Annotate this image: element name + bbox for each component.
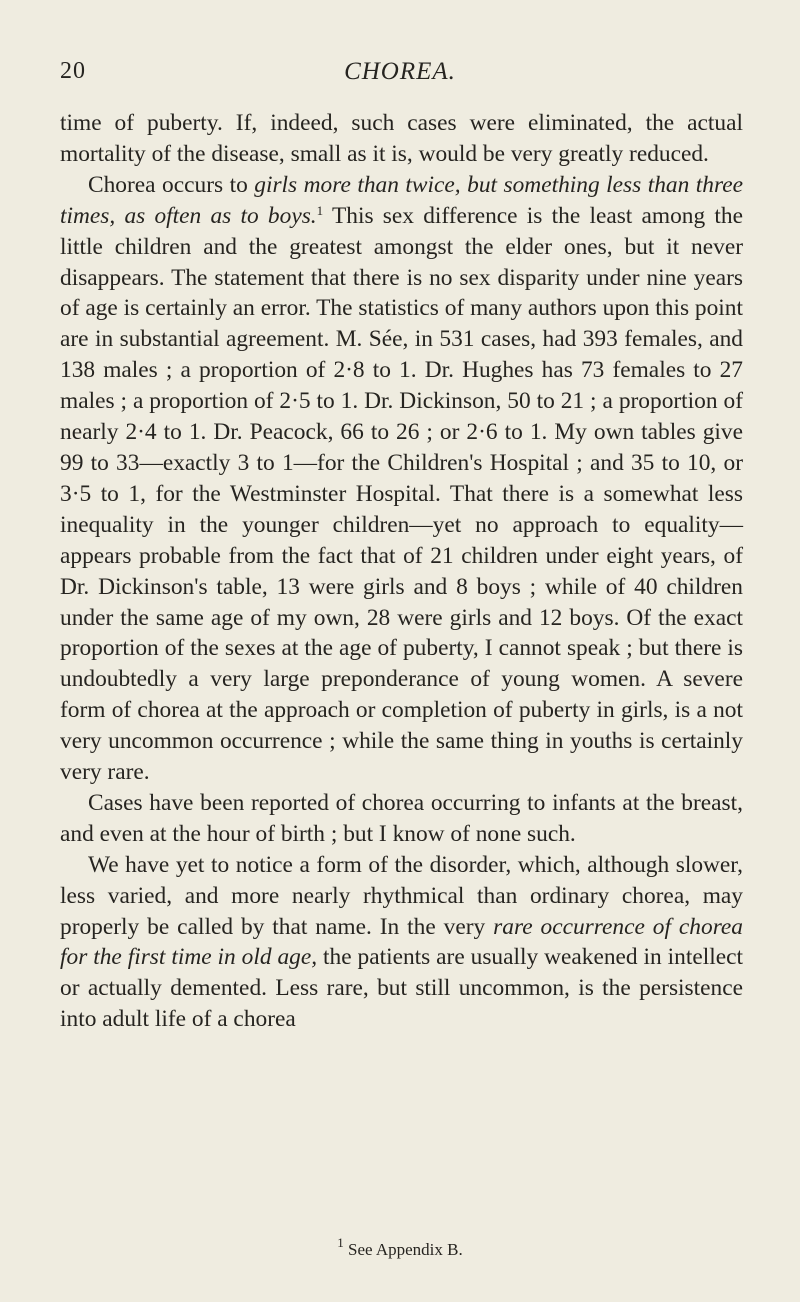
footnote — [0, 1235, 800, 1260]
paragraph — [60, 108, 743, 170]
emphasis-text: rare occurrence of chorea for the first time in old age, — [60, 913, 744, 971]
page-number: 20 — [60, 58, 86, 84]
emphasis-text: girls more than twice, but something less than three times, as often as to boys. — [60, 171, 743, 229]
paragraph-text: the patients are usually weakened in intellect or actually demented. Less rare, but still uncommon, is the persistence into adult life of a chorea — [60, 944, 744, 1033]
body-text — [60, 108, 743, 1035]
paragraph-text: Chorea occurs to — [88, 171, 255, 198]
paragraph — [60, 170, 743, 788]
paragraph-text: We have yet to notice a form of the disorder, which, although slower, less varied, and more nearly rhythmical than ordinary chorea, may properly be called by that name. In the very — [60, 851, 743, 940]
paragraph-text: This sex difference is the least among the little children and the greatest amongst the elder ones, but it never disappears. The statement that there is no sex disparity under nine years of age is certainly an error. The statistics of many authors upon this point are in substantial agreement. M. Sée, in 531 cases, had 393 females, and 138 males ; a proportion of 2·8 to 1. Dr. Hughes has 73 females to 27 males ; a proportion of 2·5 to 1. Dr. Dickinson, 50 to 21 ; a proportion of nearly 2·4 to 1. Dr. Peacock, 66 to 26 ; or 2·6 to 1. My own tables give 99 to 33—exactly 3 to 1—for the Children's Hospital ; and 35 to 10, or 3·5 to 1, for the Westminster Hospital. That there is a somewhat less inequality in the younger children—yet no approach to equality—appears probable from the fact that of 21 children under eight years, of Dr. Dickinson's table, 13 were girls and 8 boys ; while of 40 children under the same age of my own, 28 were girls and 12 boys. Of the exact proportion of the sexes at the age of puberty, I cannot speak ; but there is undoubtedly a very large preponderance of young women. A severe form of chorea at the approach or completion of puberty in girls, is a not very uncommon occurrence ; while the same thing in youths is certainly very rare. — [60, 202, 744, 786]
paragraph — [60, 788, 743, 850]
footnote-text: See Appendix B. — [348, 1240, 463, 1259]
footnote-reference: 1 — [316, 202, 324, 218]
paragraph — [60, 850, 743, 1035]
paragraph-text: time of puberty. If, indeed, such cases were eliminated, the actual mortality of the disease, small as it is, would be very greatly reduced. — [60, 110, 743, 167]
running-title: CHOREA. — [344, 58, 456, 85]
footnote-marker: 1 — [337, 1235, 344, 1250]
paragraph-text: Cases have been reported of chorea occurring to infants at the breast, and even at the hour of birth ; but I know of none such. — [60, 789, 743, 847]
running-head — [60, 58, 740, 94]
